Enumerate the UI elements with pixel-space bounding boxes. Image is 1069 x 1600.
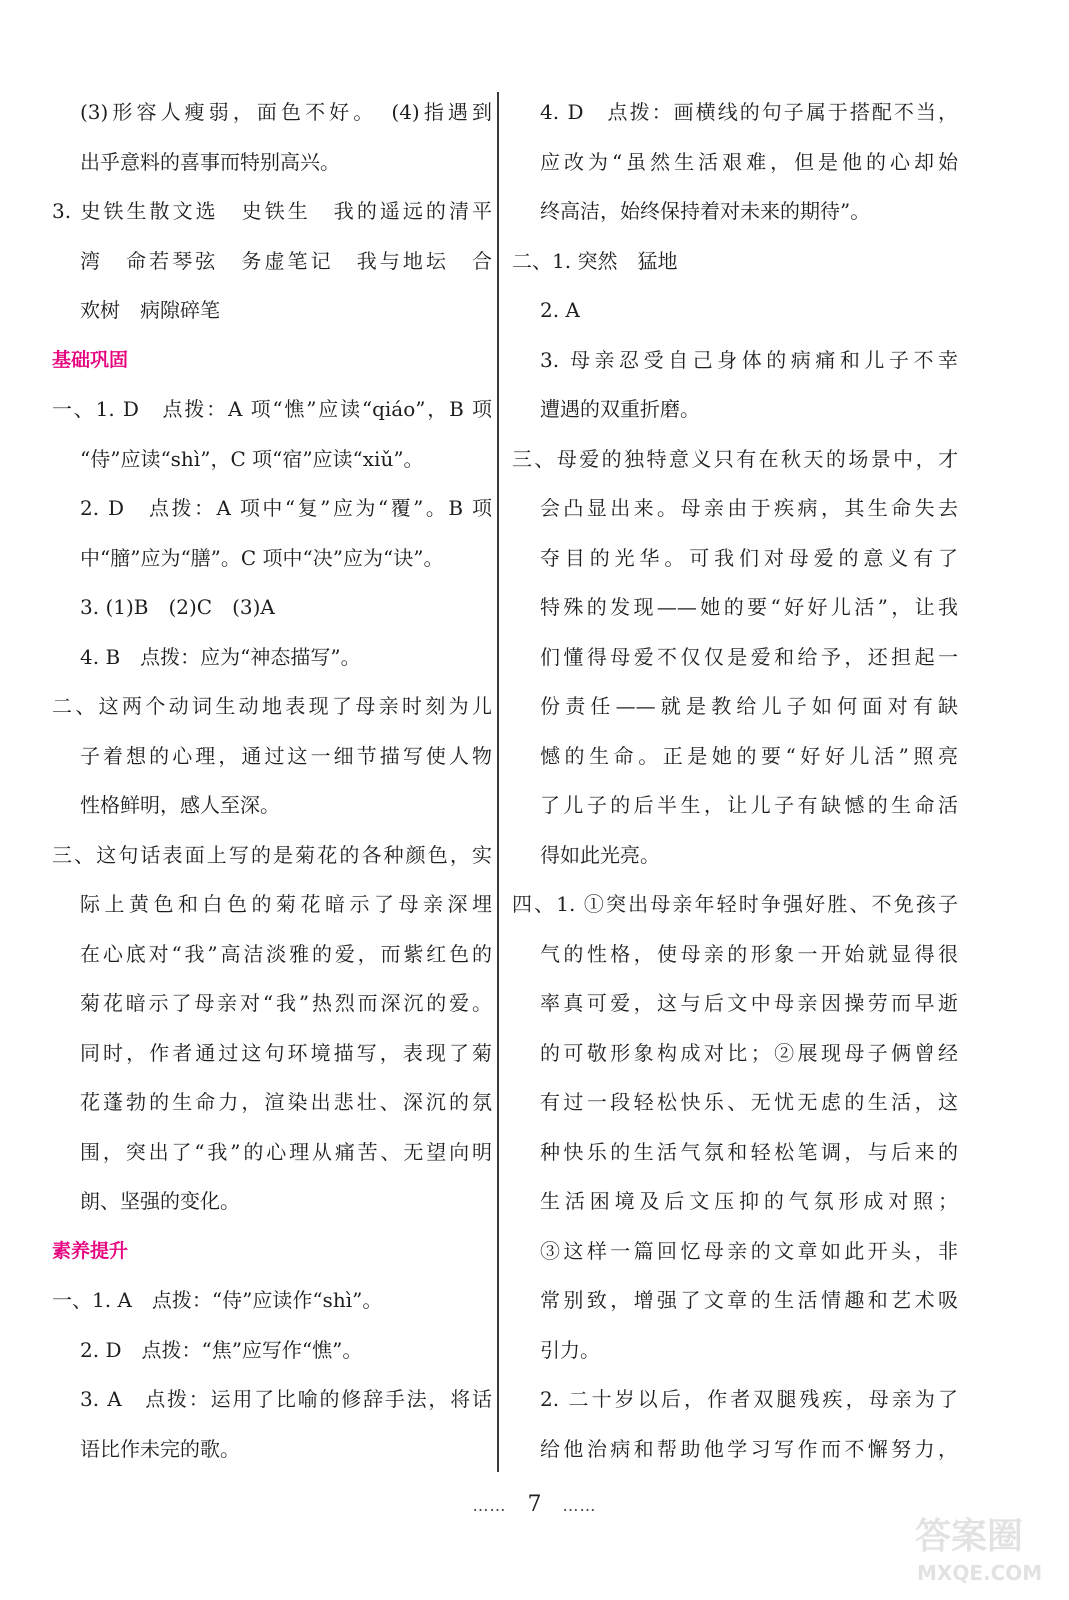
page-number: 7 <box>527 1492 542 1517</box>
text-line: 花蓬勃的生命力，渲染出悲壮、深沉的氛 <box>80 1090 492 1114</box>
text-line: 语比作未完的歌。 <box>80 1436 240 1461</box>
text-line: 3. 母亲忍受自己身体的病痛和儿子不幸 <box>540 347 958 372</box>
text-line: 种快乐的生活气氛和轻松笔调，与后来的 <box>540 1139 958 1164</box>
text-line: 在心底对“我”高洁淡雅的爱，而紫红色的 <box>80 941 492 966</box>
text-line: 生活困境及后文压抑的气氛形成对照； <box>540 1189 958 1213</box>
text-line: 应改为“虽然生活艰难，但是他的心却始 <box>540 149 958 174</box>
text-line: (3)形容人瘦弱，面色不好。 (4)指遇到 <box>80 100 492 124</box>
left-column <box>52 88 492 1474</box>
text-line: 常别致，增强了文章的生活情趣和艺术吸 <box>540 1288 958 1312</box>
text-line: 憾的生命。正是她的要“好好儿活”照亮 <box>540 743 958 768</box>
text-line: 2. D 点拨：A 项中“复”应为“覆”。B 项 <box>80 496 492 520</box>
watermark-logo-text: 答案圈 <box>915 1516 1024 1557</box>
text-line: 份责任——就是教给儿子如何面对有缺 <box>540 694 958 718</box>
text-line: 性格鲜明，感人至深。 <box>80 793 280 817</box>
text-line: 二、这两个动词生动地表现了母亲时刻为儿 <box>52 694 492 718</box>
text-line: 遭遇的双重折磨。 <box>540 397 700 421</box>
text-line: 4. D 点拨：画横线的句子属于搭配不当， <box>540 100 958 124</box>
text-line: 三、这句话表面上写的是菊花的各种颜色，实 <box>52 842 492 867</box>
text-line: 的可敬形象构成对比；②展现母子俩曾经 <box>540 1040 958 1065</box>
text-line: 中“膪”应为“膳”。C 项中“决”应为“诀”。 <box>80 545 444 570</box>
section-heading: 基础巩固 <box>52 348 129 371</box>
text-line: 围，突出了“我”的心理从痛苦、无望向明 <box>80 1139 492 1164</box>
text-line: 特殊的发现——她的要“好好儿活”，让我 <box>540 595 958 619</box>
column-divider <box>497 92 499 1472</box>
text-line: 四、1. ①突出母亲年轻时争强好胜、不免孩子 <box>512 892 958 916</box>
text-line: 得如此光亮。 <box>540 842 660 867</box>
text-line: 2. D 点拨：“焦”应写作“憔”。 <box>80 1337 363 1362</box>
text-line: 有过一段轻松快乐、无忧无虑的生活，这 <box>540 1090 958 1114</box>
text-line: 3. A 点拨：运用了比喻的修辞手法，将话 <box>80 1387 492 1411</box>
footer-dots-left: …… <box>472 1496 507 1515</box>
text-line: 2. A <box>540 298 580 322</box>
text-line: 一、1. A 点拨：“侍”应读作“shì”。 <box>52 1288 383 1312</box>
text-line: 4. B 点拨：应为“神态描写”。 <box>80 644 361 669</box>
right-column <box>512 88 958 1474</box>
text-line: “侍”应读“shì”，C 项“宿”应读“xiǔ”。 <box>80 446 424 471</box>
text-line: 出乎意料的喜事而特别高兴。 <box>80 149 340 174</box>
text-line: 们懂得母爱不仅仅是爱和给予，还担起一 <box>540 644 958 669</box>
text-line: ③这样一篇回忆母亲的文章如此开头，非 <box>540 1238 958 1263</box>
text-line: 3. 史铁生散文选 史铁生 我的遥远的清平 <box>52 199 492 223</box>
text-line: 朗、坚强的变化。 <box>80 1189 240 1213</box>
watermark-domain-text: MXQE.COM <box>917 1561 1043 1585</box>
text-line: 3. (1)B (2)C (3)A <box>80 595 275 619</box>
text-line: 夺目的光华。可我们对母爱的意义有了 <box>540 545 958 570</box>
text-line: 会凸显出来。母亲由于疾病，其生命失去 <box>540 496 958 520</box>
text-line: 了儿子的后半生，让儿子有缺憾的生命活 <box>540 793 958 817</box>
text-line: 际上黄色和白色的菊花暗示了母亲深埋 <box>80 892 492 916</box>
text-line: 菊花暗示了母亲对“我”热烈而深沉的爱。 <box>80 991 492 1015</box>
text-line: 三、母爱的独特意义只有在秋天的场景中，才 <box>512 446 958 471</box>
section-heading: 素养提升 <box>52 1239 129 1262</box>
text-line: 欢树 病隙碎笔 <box>80 298 220 322</box>
text-line: 给他治病和帮助他学习写作而不懈努力， <box>540 1436 958 1461</box>
text-line: 一、1. D 点拨：A 项“憔”应读“qiáo”，B 项 <box>52 397 492 421</box>
text-line: 引力。 <box>540 1337 600 1362</box>
text-line: 子着想的心理，通过这一细节描写使人物 <box>80 743 492 768</box>
text-line: 二、1. 突然 猛地 <box>512 248 678 273</box>
text-line: 率真可爱，这与后文中母亲因操劳而早逝 <box>540 991 958 1015</box>
watermark-logo <box>907 1500 1057 1590</box>
text-line: 气的性格，使母亲的形象一开始就显得很 <box>540 941 958 966</box>
text-line: 终高洁，始终保持着对未来的期待”。 <box>540 199 871 223</box>
footer-dots-right: …… <box>562 1496 597 1515</box>
text-line: 湾 命若琴弦 务虚笔记 我与地坛 合 <box>80 248 492 273</box>
text-line: 同时，作者通过这句环境描写，表现了菊 <box>80 1040 492 1065</box>
text-line: 2. 二十岁以后，作者双腿残疾，母亲为了 <box>540 1387 958 1411</box>
